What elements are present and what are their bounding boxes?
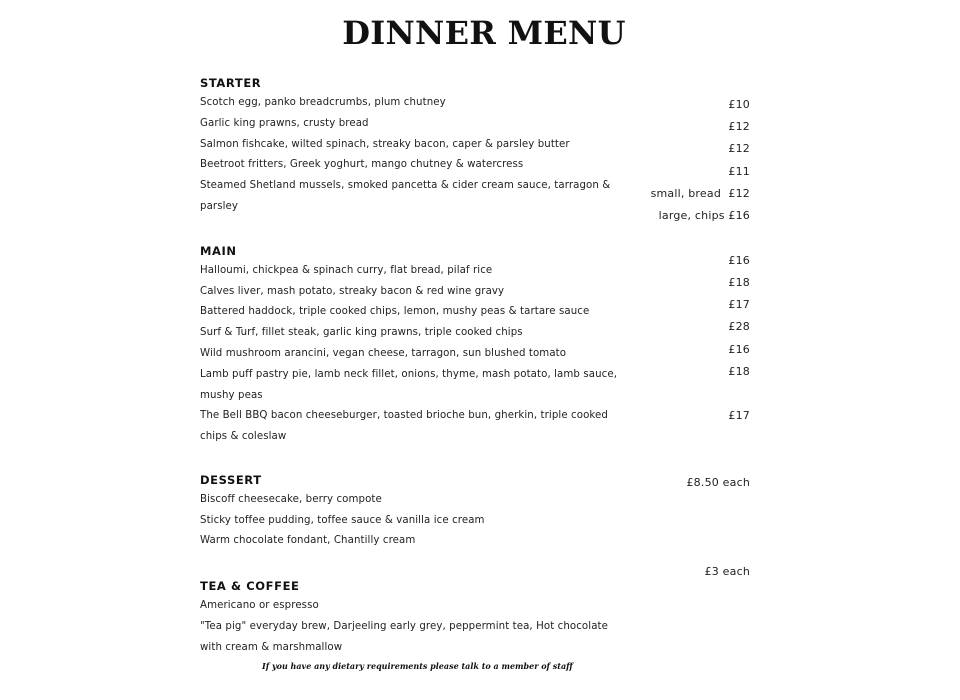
page-title: DINNER MENU — [342, 14, 626, 52]
dessert-item-chocolate-fondant: Warm chocolate fondant, Chantilly cream — [200, 535, 416, 546]
tea-coffee-item-teas: "Tea pig" everyday brew, Darjeeling early grey, peppermint tea, Hot chocolate with cream & marshmallow — [200, 621, 608, 653]
dessert-price: £8.50 each — [686, 476, 750, 489]
starter-price-beetroot-fritters: £11 — [728, 165, 750, 178]
starter-heading: STARTER — [200, 76, 262, 90]
tea-coffee-item-americano: Americano or espresso — [200, 600, 319, 611]
tea-coffee-price: £3 each — [704, 565, 750, 578]
dietary-notice: If you have any dietary requirements please talk to a member of staff — [262, 661, 573, 671]
main-item-surf-turf: Surf & Turf, fillet steak, garlic king prawns, triple cooked chips — [200, 327, 523, 338]
main-heading: MAIN — [200, 244, 237, 258]
starter-item-garlic-prawns: Garlic king prawns, crusty bread — [200, 118, 369, 129]
starter-item-scotch-egg: Scotch egg, panko breadcrumbs, plum chutney — [200, 97, 446, 108]
dessert-item-biscoff: Biscoff cheesecake, berry compote — [200, 494, 382, 505]
starter-item-salmon-fishcake: Salmon fishcake, wilted spinach, streaky bacon, caper & parsley butter — [200, 139, 570, 150]
main-item-lamb-pie: Lamb puff pastry pie, lamb neck fillet, onions, thyme, mash potato, lamb sauce, mushy peas — [200, 369, 618, 401]
starter-price-mussels-large: large, chips £16 — [658, 209, 750, 222]
main-item-battered-haddock: Battered haddock, triple cooked chips, lemon, mushy peas & tartare sauce — [200, 306, 590, 317]
main-price-calves-liver: £18 — [728, 276, 750, 289]
main-price-battered-haddock: £17 — [728, 298, 750, 311]
dessert-heading: DESSERT — [200, 473, 262, 487]
tea-coffee-heading: TEA & COFFEE — [200, 579, 300, 593]
starter-item-mussels: Steamed Shetland mussels, smoked pancetta & cider cream sauce, tarragon & parsley — [200, 180, 611, 212]
starter-item-beetroot-fritters: Beetroot fritters, Greek yoghurt, mango chutney & watercress — [200, 159, 524, 170]
main-item-halloumi: Halloumi, chickpea & spinach curry, flat bread, pilaf rice — [200, 265, 493, 276]
main-price-halloumi: £16 — [728, 254, 750, 267]
starter-price-mussels-small: small, bread £12 — [650, 187, 750, 200]
main-item-arancini: Wild mushroom arancini, vegan cheese, tarragon, sun blushed tomato — [200, 348, 567, 359]
main-price-arancini: £16 — [728, 343, 750, 356]
main-price-bbq-burger: £17 — [728, 409, 750, 422]
starter-price-salmon-fishcake: £12 — [728, 142, 750, 155]
main-item-calves-liver: Calves liver, mash potato, streaky bacon & red wine gravy — [200, 286, 505, 297]
main-price-lamb-pie: £18 — [728, 365, 750, 378]
starter-price-garlic-prawns: £12 — [728, 120, 750, 133]
main-price-surf-turf: £28 — [728, 320, 750, 333]
main-item-bbq-burger: The Bell BBQ bacon cheeseburger, toasted brioche bun, gherkin, triple cooked chips & coleslaw — [200, 410, 608, 442]
dessert-item-sticky-toffee: Sticky toffee pudding, toffee sauce & vanilla ice cream — [200, 515, 485, 526]
starter-price-scotch-egg: £10 — [728, 98, 750, 111]
